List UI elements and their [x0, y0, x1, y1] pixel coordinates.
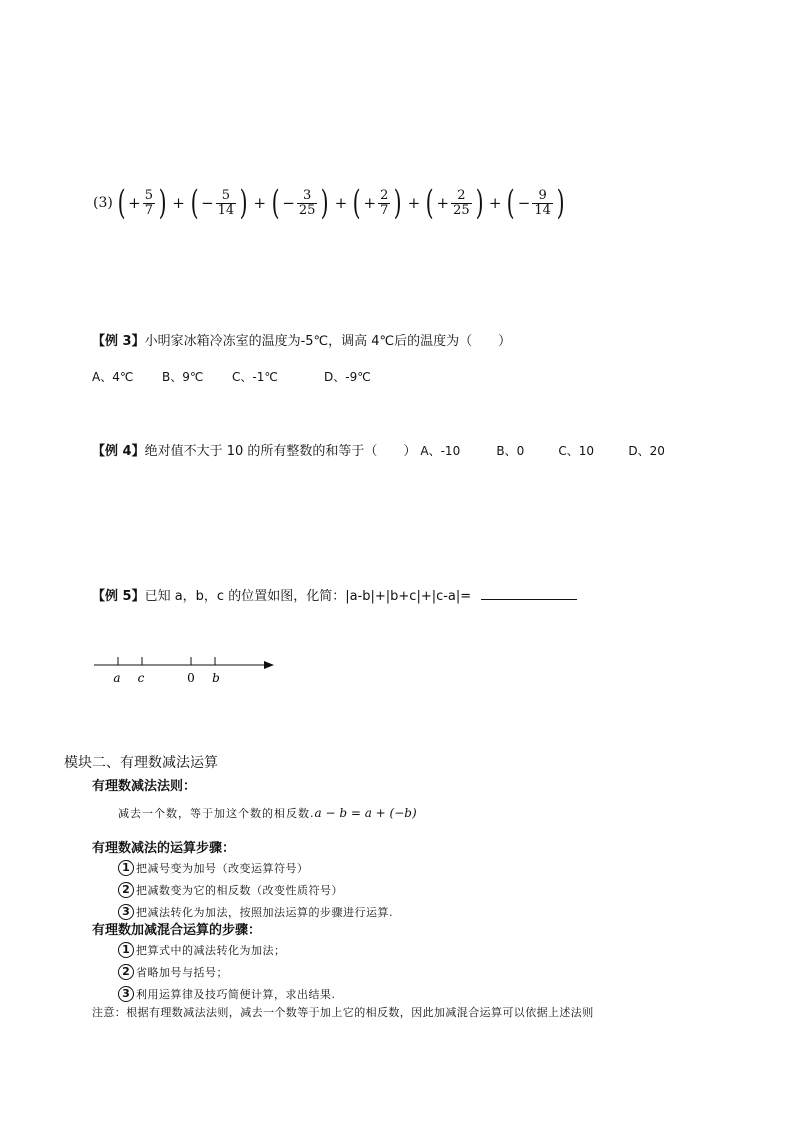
mixed-step-text: 利用运算律及技巧简便计算，求出结果.: [136, 988, 336, 1001]
denominator: 14: [217, 202, 235, 218]
subtraction-rule-text: 减去一个数，等于加这个数的相反数.: [118, 807, 315, 820]
example-5-tag: 【例 5】: [92, 589, 145, 604]
example-3-question: 小明家冰箱冷冻室的温度为-5℃，调高 4℃后的温度为（ ）: [144, 334, 512, 349]
fraction: [532, 189, 553, 217]
plus-operator: +: [407, 194, 421, 212]
mixed-steps-list: [118, 939, 336, 1005]
example-4-option-d: D、20: [628, 444, 665, 458]
plus-operator: +: [253, 194, 267, 212]
mixed-step: [118, 939, 336, 961]
fraction-term: [350, 183, 404, 223]
mixed-steps-heading: 有理数加减混合运算的步骤：: [92, 923, 262, 938]
term-sign: +: [363, 194, 377, 212]
note: 注意：根据有理数减法法则，减去一个数等于加上它的相反数，因此加减混合运算可以依据上述法则: [92, 1006, 594, 1019]
term-sign: −: [517, 194, 531, 212]
right-paren: ): [158, 183, 167, 223]
subtraction-step: [118, 879, 393, 901]
step-number-3: 3: [118, 904, 134, 920]
denominator: 25: [453, 202, 470, 218]
example-4-tag: 【例 4】: [92, 444, 145, 459]
example-4-option-a: A、-10: [420, 444, 461, 458]
mixed-step: [118, 961, 336, 983]
subtraction-rule-heading: 有理数减法法则：: [92, 779, 197, 794]
number-line-arrow: [264, 661, 274, 669]
step-number-2: 2: [118, 882, 134, 898]
mixed-step-text: 把算式中的减法转化为加法；: [136, 944, 286, 957]
numerator: 9: [538, 187, 547, 203]
fraction: [378, 189, 390, 217]
right-paren: ): [475, 183, 484, 223]
fraction: [451, 189, 472, 217]
plus-operator: +: [334, 194, 348, 212]
right-paren: ): [394, 183, 403, 223]
mixed-step: [118, 983, 336, 1005]
subtraction-steps-list: [118, 857, 393, 923]
fraction: [143, 189, 155, 217]
label-0: 0: [187, 671, 195, 685]
denominator: 14: [534, 202, 551, 218]
mixed-step-number-1: 1: [118, 942, 134, 958]
fraction-term: [423, 183, 486, 223]
denominator: 7: [144, 202, 153, 218]
module-2-title: 模块二、有理数减法运算: [64, 755, 218, 771]
right-paren: ): [556, 183, 565, 223]
label-a: a: [113, 671, 121, 685]
fraction: [216, 189, 237, 217]
mixed-step-text: 省略加号与括号；: [136, 966, 228, 979]
label-c: c: [137, 671, 145, 685]
example-3-option-a: A、4℃: [92, 370, 134, 384]
example-4-option-b: B、0: [496, 444, 525, 458]
subtraction-step: [118, 857, 393, 879]
fraction-term: [115, 183, 169, 223]
example-3-option-d: D、-9℃: [324, 370, 371, 384]
step-text: 把减号变为加号（改变运算符号）: [136, 862, 309, 875]
step-text: 把减数变为它的相反数（改变性质符号）: [136, 884, 343, 897]
example-4: [92, 440, 665, 459]
problem-3-label: (3): [93, 195, 113, 211]
denominator: 25: [298, 202, 316, 218]
left-paren: (: [117, 183, 126, 223]
fraction: [297, 189, 318, 217]
number-line: [90, 650, 290, 690]
right-paren: ): [321, 183, 330, 223]
subtraction-steps-heading: 有理数减法的运算步骤：: [92, 841, 236, 856]
answer-blank[interactable]: [481, 587, 577, 600]
right-paren: ): [239, 183, 248, 223]
numerator: 5: [221, 187, 231, 203]
left-paren: (: [352, 183, 361, 223]
term-sign: −: [201, 194, 214, 212]
label-b: b: [212, 671, 220, 685]
plus-operator: +: [172, 194, 185, 212]
step-text: 把减法转化为加法，按照加法运算的步骤进行运算.: [136, 906, 393, 919]
example-4-option-c: C、10: [558, 444, 595, 458]
fraction-term: [504, 183, 567, 223]
step-number-1: 1: [118, 860, 134, 876]
example-4-options: [420, 444, 665, 458]
numerator: 3: [303, 187, 312, 203]
term-sign: −: [282, 194, 295, 212]
plus-operator: +: [488, 194, 502, 212]
fraction-term: [269, 183, 332, 223]
term-sign: +: [436, 194, 450, 212]
subtraction-rule: [118, 805, 417, 821]
left-paren: (: [507, 183, 516, 223]
example-3: [92, 330, 511, 349]
mixed-step-number-3: 3: [118, 986, 134, 1002]
left-paren: (: [425, 183, 434, 223]
fraction-term: [188, 183, 251, 223]
example-3-option-b: B、9℃: [162, 370, 204, 384]
left-paren: (: [190, 183, 199, 223]
numerator: 2: [380, 187, 389, 203]
example-3-options: [92, 368, 371, 385]
example-5: [92, 585, 577, 604]
problem-3-expression: [93, 183, 567, 223]
subtraction-rule-formula: a − b = a + (−b): [314, 806, 417, 820]
left-paren: (: [271, 183, 280, 223]
example-3-tag: 【例 3】: [92, 334, 145, 349]
example-4-question: 绝对值不大于 10 的所有整数的和等于（ ）: [144, 444, 417, 459]
numerator: 2: [457, 187, 466, 203]
term-sign: +: [128, 194, 141, 212]
problem-3-terms: [115, 183, 567, 223]
example-3-option-c: C、-1℃: [232, 370, 278, 384]
numerator: 5: [144, 187, 153, 203]
example-5-question: 已知 a，b，c 的位置如图，化简：|a-b|+|b+c|+|c-a|=: [144, 589, 472, 604]
mixed-step-number-2: 2: [118, 964, 134, 980]
denominator: 7: [380, 202, 389, 218]
